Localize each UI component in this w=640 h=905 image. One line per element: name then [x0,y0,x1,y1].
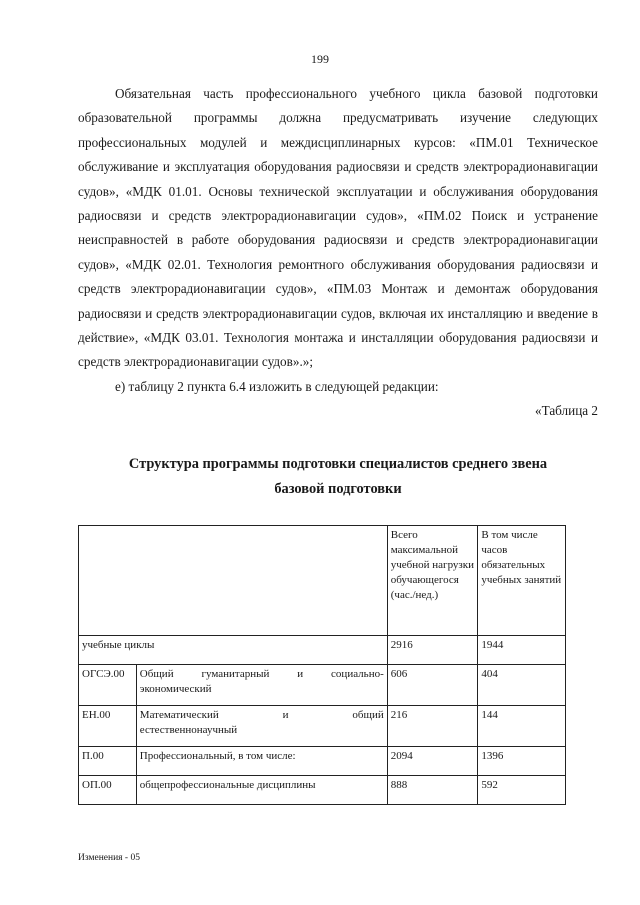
row-name: Профессиональный, в том числе: [136,747,387,776]
row-cycles-mandatory: 1944 [478,636,566,665]
paragraph-mandatory-part: Обязательная часть профессионального учебного цикла базовой подготовки образовательной программы должна предусматривать изучение следующих профессиональных модулей и междисциплинарных курсов: «ПМ.01 Техническое обслуживание и эксплуатация оборудования радиосвязи и средств электрорадионавигации судов», «МДК 01.01. Основы технической эксплуатации и обслуживания оборудования радиосвязи и средств электрорадионавигации судов», «ПМ.02 Поиск и устранение неисправностей в работе оборудования радиосвязи и средств электрорадионавигации судов», «МДК 02.01. Технология ремонтного обслуживания оборудования радиосвязи и средств электрорадионавигации судов», «ПМ.03 Монтаж и демонтаж оборудования радиосвязи и средств электрорадионавигации судов, включая их инсталляцию и введение в действие», «МДК 03.01. Технология монтажа и инсталляции оборудования радиосвязи и средств электрорадионавигации судов».»; [78,86,598,370]
row-mandatory: 1396 [478,747,566,776]
row-name-line1: Общий гуманитарный и социально- [139,668,384,680]
table-row [79,665,566,706]
row-cycles-label: учебные циклы [79,636,388,665]
body-text [78,82,598,424]
paragraph-table-instruction: е) таблицу 2 пункта 6.4 изложить в следующей редакции: [115,378,439,394]
header-mandatory-hours: В том числе часов обязательных учебных занятий [478,526,566,636]
structure-table [78,525,566,805]
row-total: 2094 [387,747,478,776]
table-row [79,776,566,805]
table-row [79,636,566,665]
row-code: ОГСЭ.00 [79,665,137,706]
row-cycles-total: 2916 [387,636,478,665]
page-number: 199 [311,52,329,66]
header-empty-cell [79,526,388,636]
row-name [136,706,387,747]
row-name-line1: Математический и общий [139,709,384,721]
row-total: 606 [387,665,478,706]
row-name-line2: естественнонаучный [139,724,238,736]
row-code: П.00 [79,747,137,776]
row-total: 888 [387,776,478,805]
row-name [136,665,387,706]
row-mandatory: 592 [478,776,566,805]
table-title [78,452,598,502]
table-row [79,747,566,776]
row-total: 216 [387,706,478,747]
table-row [79,706,566,747]
table-number-label: «Таблица 2 [535,403,598,419]
row-mandatory: 144 [478,706,566,747]
row-mandatory: 404 [478,665,566,706]
row-name: общепрофессиональные дисциплины [136,776,387,805]
header-total-load: Всего максимальной учебной нагрузки обучающегося (час./нед.) [387,526,478,636]
table-title-line2: базовой подготовки [274,481,402,497]
row-code: ЕН.00 [79,706,137,747]
table-title-line1: Структура программы подготовки специалистов среднего звена [128,456,548,472]
table-header-row [79,526,566,636]
row-code: ОП.00 [79,776,137,805]
footer-revision: Изменения - 05 [78,853,140,863]
row-name-line2: экономический [139,683,212,695]
